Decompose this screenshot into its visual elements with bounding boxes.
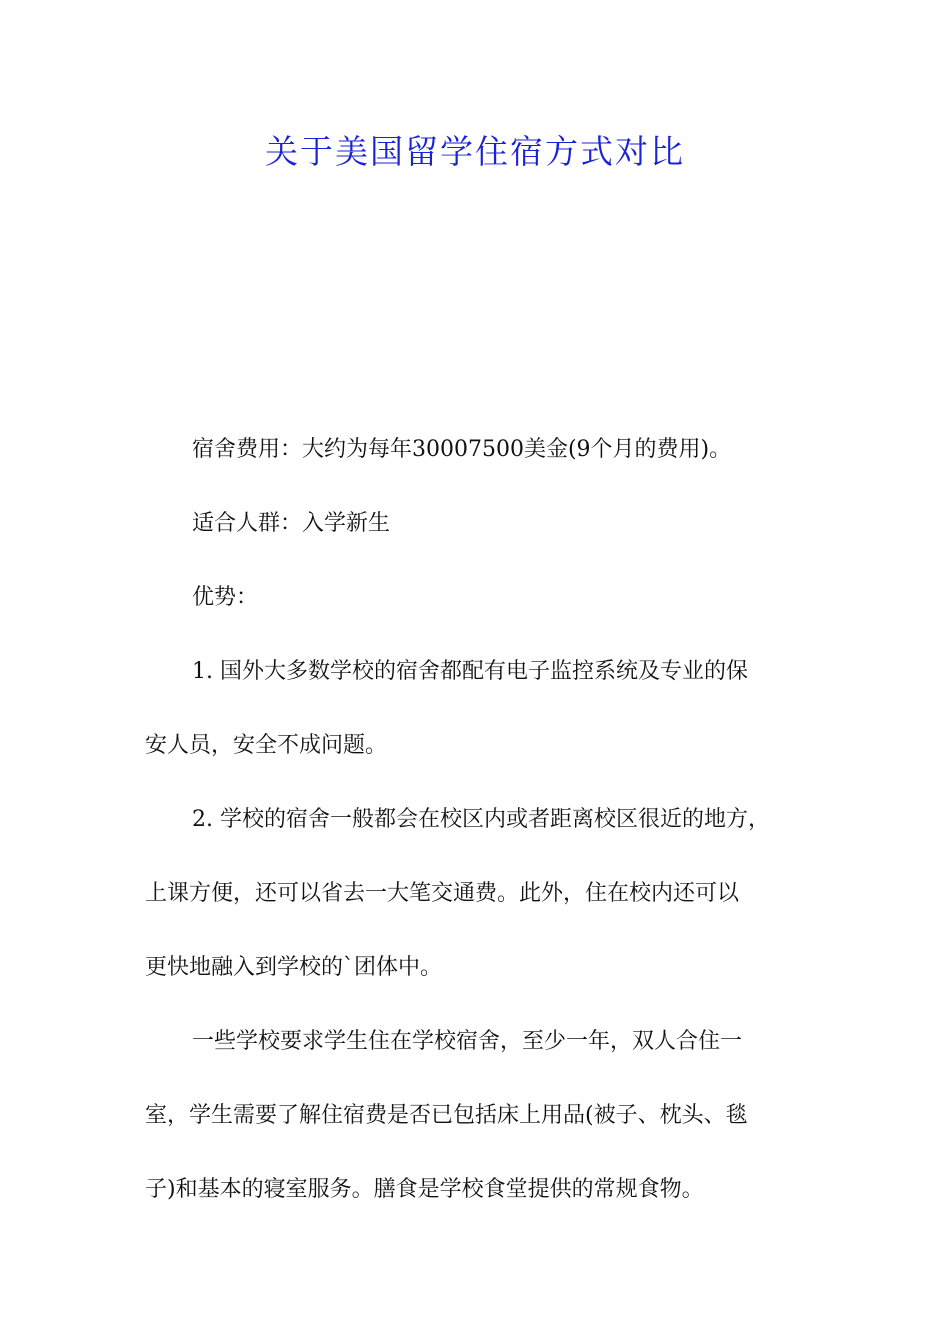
text-line: 2. 学校的宿舍一般都会在校区内或者距离校区很近的地方， (192, 807, 770, 832)
paragraph-requirements (145, 1005, 813, 1227)
text-line: 一些学校要求学生住在学校宿舍，至少一年，双人合住一 (192, 1029, 743, 1054)
text-line: 安人员，安全不成问题。 (145, 733, 388, 758)
text-line: 室，学生需要了解住宿费是否已包括床上用品(被子、枕头、毯 (145, 1103, 748, 1128)
paragraph-dorm-fee (145, 413, 813, 487)
text-line: 1. 国外大多数学校的宿舍都配有电子监控系统及专业的保 (192, 659, 748, 684)
paragraph-advantage-1 (145, 635, 813, 783)
text-line: 适合人群：入学新生 (192, 511, 391, 536)
paragraph-advantages-heading (145, 561, 813, 635)
document-title: 关于美国留学住宿方式对比 (265, 132, 685, 171)
text-line: 子)和基本的寝室服务。膳食是学校食堂提供的常规食物。 (145, 1177, 704, 1202)
text-line: 上课方便，还可以省去一大笔交通费。此外，住在校内还可以 (145, 881, 740, 906)
document-body (145, 413, 813, 1227)
text-line: 更快地融入到学校的`团体中。 (145, 955, 443, 980)
paragraph-target-group (145, 487, 813, 561)
paragraph-advantage-2 (145, 783, 813, 1005)
text-line: 优势： (192, 585, 259, 610)
text-line: 宿舍费用：大约为每年30007500美金(9个月的费用)。 (192, 437, 732, 462)
